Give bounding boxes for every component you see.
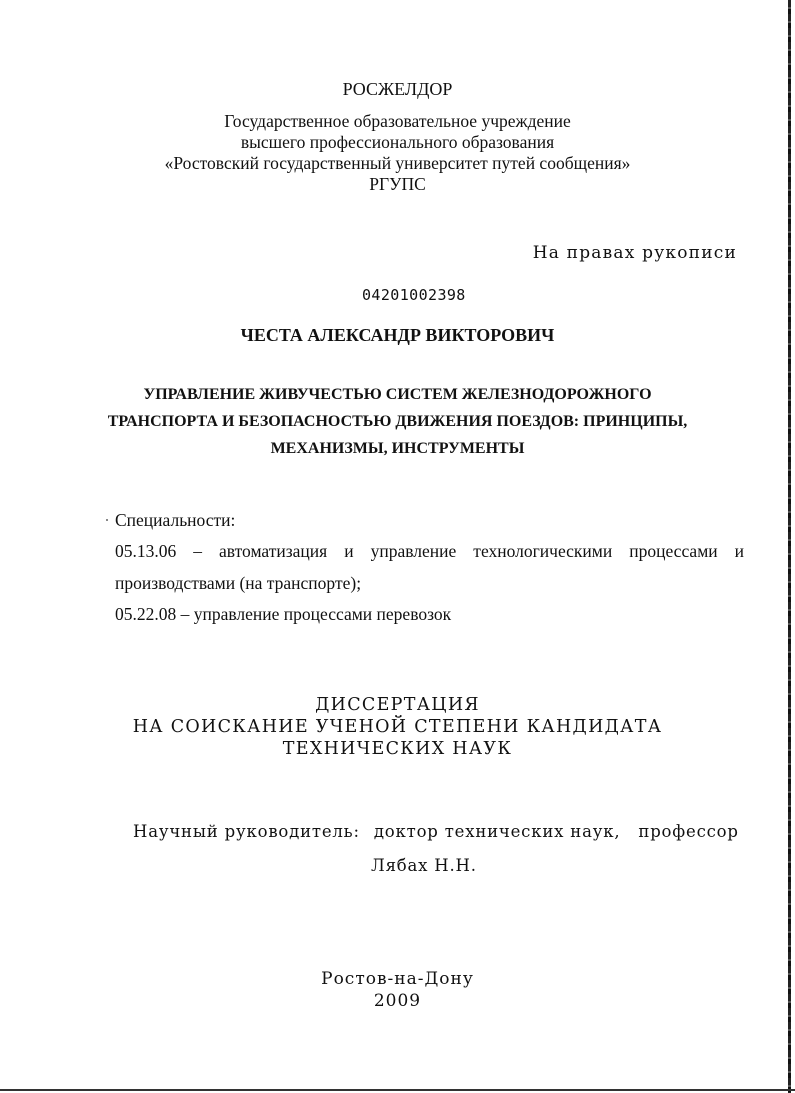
thesis-title-line-3: МЕХАНИЗМЫ, ИНСТРУМЕНТЫ	[270, 440, 525, 457]
specialty-1-line-2: производствами (на транспорте);	[115, 573, 362, 593]
advisor-degree: доктор технических наук,	[373, 822, 621, 841]
catalog-code: 04201002398	[362, 286, 466, 304]
specialty-word: технологическими	[473, 541, 613, 561]
institution-abbreviation: РГУПС	[369, 174, 426, 194]
advisor-line	[133, 822, 739, 841]
specialties-heading: Специальности:	[115, 510, 236, 530]
advisor-label: Научный руководитель:	[133, 822, 360, 841]
specialty-word: 05.13.06	[115, 541, 177, 561]
specialty-word: процессами	[629, 541, 718, 561]
specialty-word: управление	[370, 541, 457, 561]
institution-line-3: «Ростовский государственный университет путей сообщения»	[164, 153, 631, 173]
specialty-2: 05.22.08 – управление процессами перевозок	[115, 604, 452, 624]
specialty-word: и	[734, 541, 745, 561]
scan-speck	[106, 519, 108, 521]
institution-line-2: высшего профессионального образования	[240, 132, 555, 152]
dissertation-line-1: ДИССЕРТАЦИЯ	[315, 695, 480, 715]
thesis-title-line-1: УПРАВЛЕНИЕ ЖИВУЧЕСТЬЮ СИСТЕМ ЖЕЛЕЗНОДОРОЖНОГО	[143, 386, 652, 403]
scan-edge-bottom	[0, 1089, 795, 1091]
specialty-word: и	[344, 541, 354, 561]
author-name: ЧЕСТА АЛЕКСАНДР ВИКТОРОВИЧ	[240, 325, 555, 345]
institution-line-1: Государственное образовательное учреждение	[224, 111, 571, 131]
manuscript-note: На правах рукописи	[532, 243, 737, 263]
scan-edge-right	[788, 0, 791, 1093]
specialty-1-line-1	[115, 541, 744, 562]
specialty-word: –	[193, 541, 203, 561]
dissertation-line-2: НА СОИСКАНИЕ УЧЕНОЙ СТЕПЕНИ КАНДИДАТА	[132, 717, 663, 737]
advisor-name: Лябах Н.Н.	[371, 856, 477, 875]
thesis-title-line-2: ТРАНСПОРТА И БЕЗОПАСНОСТЬЮ ДВИЖЕНИЯ ПОЕЗДОВ: ПРИНЦИПЫ,	[107, 413, 688, 430]
agency-name: РОСЖЕЛДОР	[342, 79, 453, 99]
specialty-word: автоматизация	[219, 541, 328, 561]
year: 2009	[373, 991, 422, 1011]
advisor-title: профессор	[638, 822, 739, 841]
dissertation-line-3: ТЕХНИЧЕСКИХ НАУК	[282, 739, 513, 759]
city: Ростов-на-Дону	[321, 969, 474, 989]
